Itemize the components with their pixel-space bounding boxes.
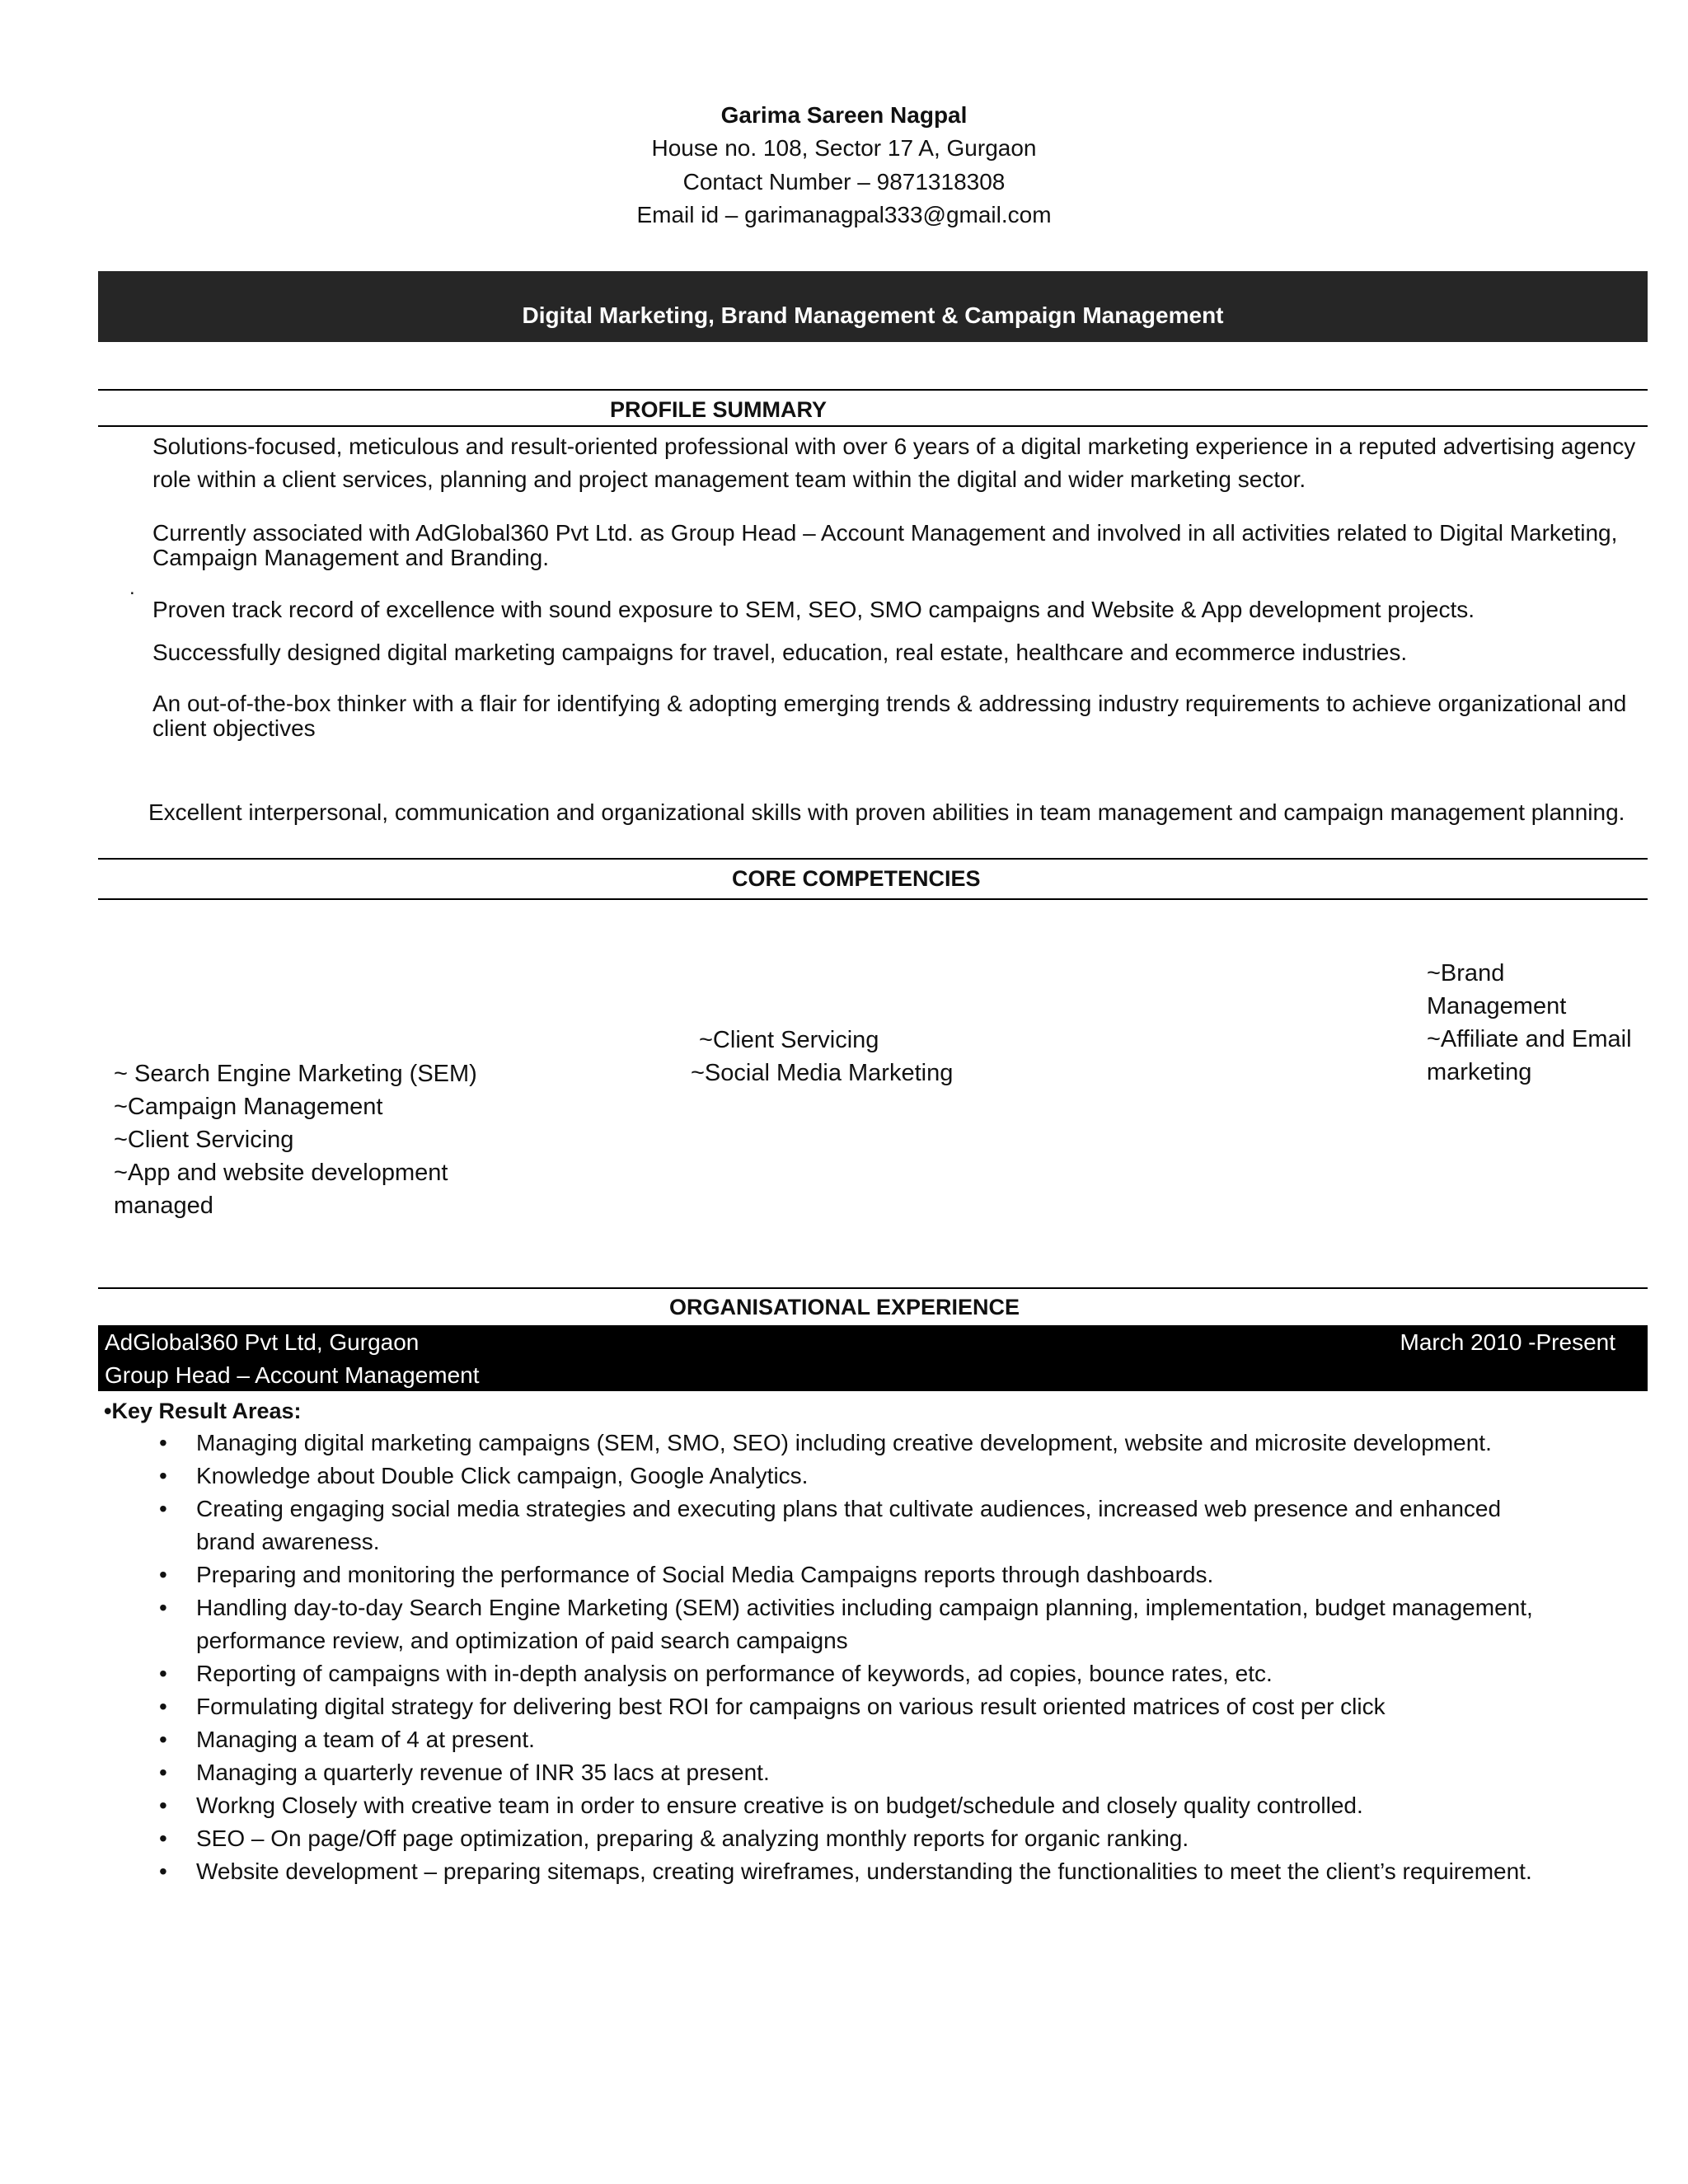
list-item: • SEO – On page/Off page optimization, preparing & analyzing monthly reports for organic ranking. xyxy=(152,1822,1537,1855)
divider xyxy=(98,389,1648,391)
company-name: AdGlobal360 Pvt Ltd, Gurgaon xyxy=(105,1329,420,1355)
competency-item: managed xyxy=(114,1193,213,1219)
list-item: • Workng Closely with creative team in order to ensure creative is on budget/schedule and closely quality controlled. xyxy=(152,1789,1537,1822)
core-competencies-title: CORE COMPETENCIES xyxy=(732,866,981,891)
competency-column-2 xyxy=(691,1024,953,1090)
list-item: • Handling day-to-day Search Engine Marketing (SEM) activities including campaign planning, implementation, budget management, performance review, and optimization of paid search campaigns xyxy=(152,1591,1537,1657)
job-role: Group Head – Account Management xyxy=(105,1362,480,1388)
competency-item: Management xyxy=(1427,993,1567,1019)
competency-item: ~App and website development xyxy=(114,1160,448,1186)
profile-paragraph: Excellent interpersonal, communication and organizational skills with proven abilities in team management and campaign management planning. xyxy=(148,799,1625,825)
candidate-name: Garima Sareen Nagpal xyxy=(720,102,968,128)
competency-item: ~ Search Engine Marketing (SEM) xyxy=(114,1061,477,1087)
competency-item: ~Brand xyxy=(1427,960,1505,987)
stray-dot: . xyxy=(129,577,135,599)
profile-summary-title: PROFILE SUMMARY xyxy=(610,397,827,422)
key-result-areas-list xyxy=(152,1427,1537,1888)
profile-paragraph: Solutions-focused, meticulous and result-oriented professional with over 6 years of a digital marketing experience in a reputed advertising agency role within a client services, planning and project management team within the digital and wider marketing sector. xyxy=(152,434,1636,492)
list-item: • Reporting of campaigns with in-depth analysis on performance of keywords, ad copies, bounce rates, etc. xyxy=(152,1657,1537,1690)
profile-paragraph: Proven track record of excellence with sound exposure to SEM, SEO, SMO campaigns and Website & App development projects. xyxy=(152,597,1475,622)
competency-item: marketing xyxy=(1427,1059,1532,1085)
contact-number: Contact Number – 9871318308 xyxy=(682,169,1006,194)
competency-item: ~Campaign Management xyxy=(114,1094,383,1120)
list-item: • Managing digital marketing campaigns (SEM, SMO, SEO) including creative development, website and microsite development. xyxy=(152,1427,1537,1460)
list-item: • Creating engaging social media strategies and executing plans that cultivate audiences, increased web presence and enhanced brand awareness. xyxy=(152,1493,1537,1558)
divider xyxy=(98,1287,1648,1289)
list-item: • Knowledge about Double Click campaign, Google Analytics. xyxy=(152,1460,1537,1493)
competency-item: ~Client Servicing xyxy=(699,1027,879,1053)
competency-item: ~Affiliate and Email xyxy=(1427,1026,1632,1052)
email: Email id – garimanagpal333@gmail.com xyxy=(636,202,1052,227)
experience-title: ORGANISATIONAL EXPERIENCE xyxy=(669,1295,1020,1319)
key-result-areas-title: •Key Result Areas: xyxy=(104,1399,302,1423)
profile-paragraph: Currently associated with AdGlobal360 Pvt Ltd. as Group Head – Account Management and involved in all activities related to Digital Marketing, Campaign Management and Branding. xyxy=(152,520,1618,570)
experience-header-bar xyxy=(98,1325,1648,1391)
competency-item: ~Social Media Marketing xyxy=(691,1060,954,1086)
list-item: • Managing a quarterly revenue of INR 35 lacs at present. xyxy=(152,1756,1537,1789)
address: House no. 108, Sector 17 A, Gurgaon xyxy=(651,135,1037,161)
list-item: • Formulating digital strategy for delivering best ROI for campaigns on various result oriented matrices of cost per click xyxy=(152,1690,1537,1723)
headline-banner: Digital Marketing, Brand Management & Campaign Management xyxy=(98,271,1648,342)
divider xyxy=(98,898,1648,900)
divider xyxy=(98,858,1648,860)
profile-paragraph: An out-of-the-box thinker with a flair for identifying & adopting emerging trends & addressing industry requirements to achieve organizational and client objectives xyxy=(152,691,1627,741)
list-item: • Managing a team of 4 at present. xyxy=(152,1723,1537,1756)
list-item: • Website development – preparing sitemaps, creating wireframes, understanding the functionalities to meet the client’s requirement. xyxy=(152,1855,1537,1888)
profile-paragraph: Successfully designed digital marketing campaigns for travel, education, real estate, healthcare and ecommerce industries. xyxy=(152,640,1408,665)
competency-item: ~Client Servicing xyxy=(114,1127,294,1153)
employment-dates: March 2010 -Present xyxy=(1400,1329,1615,1355)
divider xyxy=(98,425,1648,427)
list-item: • Preparing and monitoring the performance of Social Media Campaigns reports through dashboards. xyxy=(152,1558,1537,1591)
competency-column-1 xyxy=(114,1057,477,1222)
competency-column-3 xyxy=(1427,957,1632,1089)
